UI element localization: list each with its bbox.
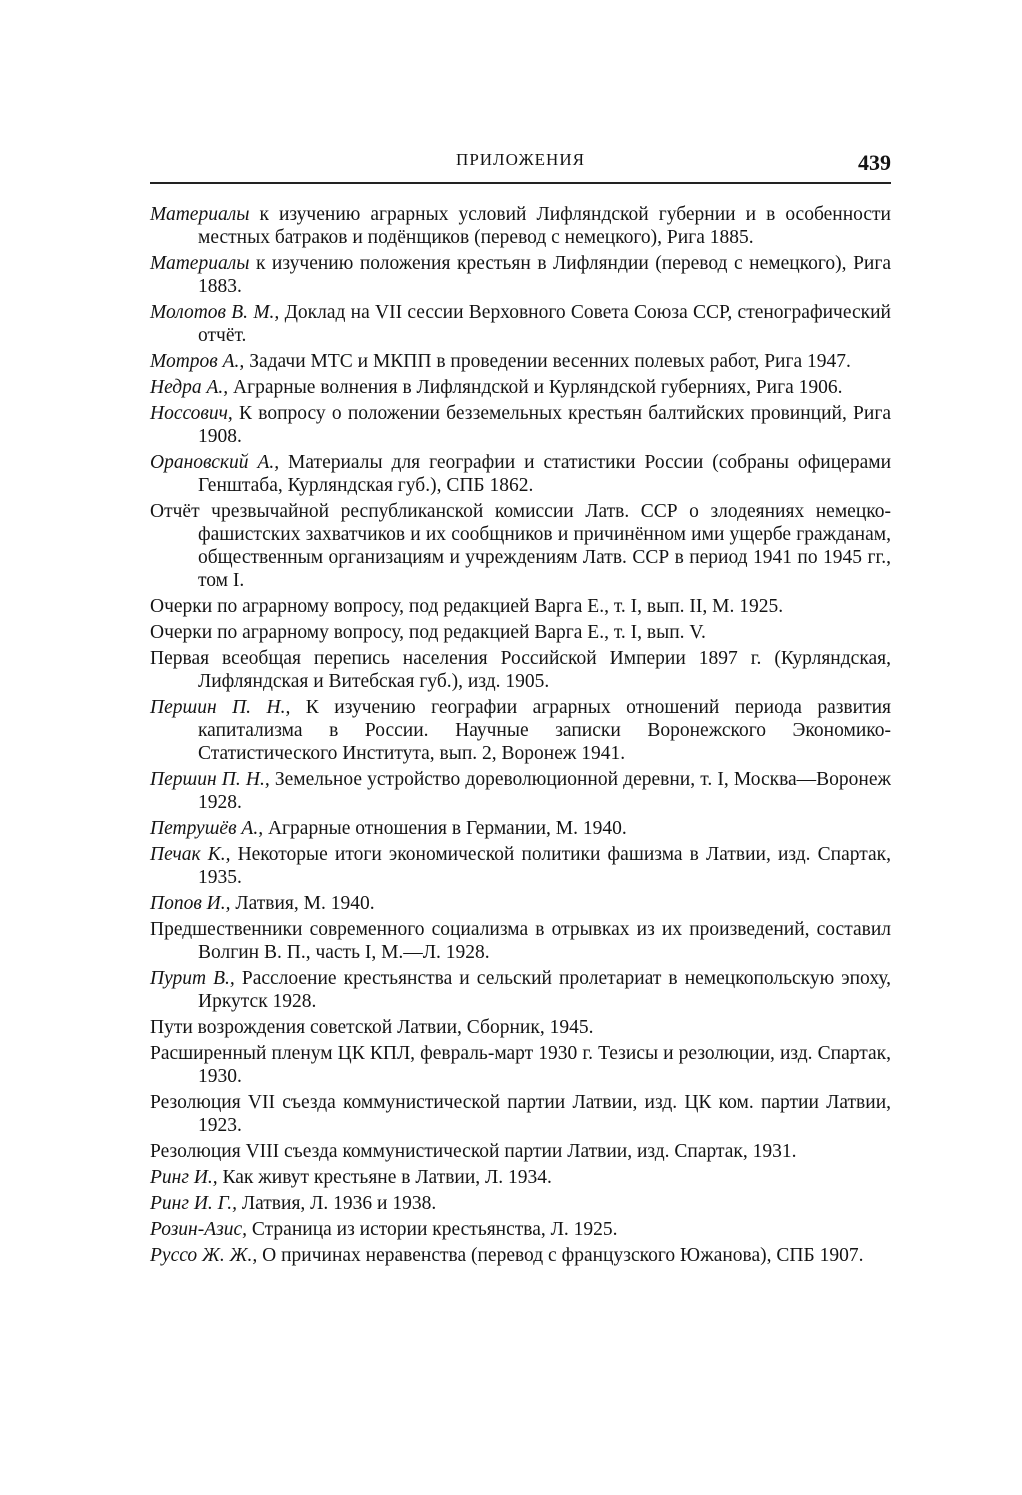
entry-text: Пути возрождения советской Латвии, Сборник, 1945. bbox=[150, 1017, 594, 1038]
entry-text: Аграрные отношения в Германии, М. 1940. bbox=[263, 818, 627, 839]
entry-text: Земельное устройство дореволюционной деревни, т. I, Москва—Воронеж 1928. bbox=[198, 769, 891, 813]
bibliography-entry bbox=[150, 768, 891, 814]
entry-text: Задачи МТС и МКПП в проведении весенних полевых работ, Рига 1947. bbox=[244, 351, 851, 372]
bibliography-entry bbox=[150, 1016, 891, 1039]
bibliography-entry bbox=[150, 402, 891, 448]
bibliography-entry bbox=[150, 500, 891, 592]
bibliography-entry bbox=[150, 1218, 891, 1241]
entry-author: Попов И., bbox=[150, 893, 231, 914]
bibliography-entry bbox=[150, 376, 891, 399]
entry-text: Расширенный пленум ЦК КПЛ, февраль-март 1930 г. Тезисы и резолюции, изд. Спартак, 1930. bbox=[150, 1043, 891, 1087]
bibliography-entry bbox=[150, 252, 891, 298]
entry-author: Молотов В. М., bbox=[150, 302, 280, 323]
page-number: 439 bbox=[858, 150, 891, 175]
bibliography-entry bbox=[150, 817, 891, 840]
entry-text: к изучению положения крестьян в Лифляндии (перевод с немецкого), Рига 1883. bbox=[198, 253, 891, 297]
bibliography-entry bbox=[150, 451, 891, 497]
bibliography-list bbox=[150, 203, 891, 1270]
entry-text: Резолюция VIII съезда коммунистической партии Латвии, изд. Спартак, 1931. bbox=[150, 1141, 797, 1162]
running-title: ПРИЛОЖЕНИЯ bbox=[456, 150, 585, 169]
bibliography-entry bbox=[150, 1192, 891, 1215]
bibliography-entry bbox=[150, 1042, 891, 1088]
entry-text: Страница из истории крестьянства, Л. 1925. bbox=[247, 1219, 618, 1240]
entry-author: Недра А., bbox=[150, 377, 229, 398]
entry-text: Некоторые итоги экономической политики фашизма в Латвии, изд. Спартак, 1935. bbox=[198, 844, 891, 888]
entry-text: Доклад на VII сессии Верховного Совета Союза ССР, стенографический отчёт. bbox=[198, 302, 891, 346]
entry-text: Аграрные волнения в Лифляндской и Курляндской губерниях, Рига 1906. bbox=[228, 377, 843, 398]
entry-text: К вопросу о положении безземельных крестьян балтийских провинций, Рига 1908. bbox=[198, 403, 891, 447]
entry-author: Мотров А., bbox=[150, 351, 245, 372]
entry-text: Как живут крестьяне в Латвии, Л. 1934. bbox=[217, 1167, 552, 1188]
entry-text: Латвия, М. 1940. bbox=[230, 893, 375, 914]
bibliography-entry bbox=[150, 1091, 891, 1137]
entry-author: Першин П. Н., bbox=[150, 769, 270, 790]
entry-author: Руссо Ж. Ж., bbox=[150, 1245, 258, 1266]
bibliography-entry bbox=[150, 350, 891, 373]
bibliography-entry bbox=[150, 696, 891, 765]
entry-author: Першин П. Н., bbox=[150, 697, 291, 718]
bibliography-entry bbox=[150, 1140, 891, 1163]
entry-text: Латвия, Л. 1936 и 1938. bbox=[237, 1193, 437, 1214]
bibliography-entry bbox=[150, 843, 891, 889]
entry-text: Отчёт чрезвычайной республиканской комиссии Латв. ССР о злодеяниях немецко-фашистских захватчиков и их сообщников и причинённом ими ущербе гражданам, общественным организациям и учреждениям Латв. ССР в период 1941 по 1945 гг., том I. bbox=[150, 501, 891, 591]
entry-author: Материалы bbox=[150, 253, 250, 274]
bibliography-entry bbox=[150, 1244, 891, 1267]
bibliography-entry bbox=[150, 892, 891, 915]
entry-text: Резолюция VII съезда коммунистической партии Латвии, изд. ЦК ком. партии Латвии, 1923. bbox=[150, 1092, 891, 1136]
bibliography-entry bbox=[150, 301, 891, 347]
entry-author: Носсович, bbox=[150, 403, 233, 424]
entry-text: К изучению географии аграрных отношений периода развития капитализма в России. Научные записки Воронежского Экономико-Статистического Института, вып. 2, Воронеж 1941. bbox=[198, 697, 891, 764]
entry-author: Розин-Азис, bbox=[150, 1219, 248, 1240]
entry-author: Петрушёв А., bbox=[150, 818, 264, 839]
bibliography-entry bbox=[150, 1166, 891, 1189]
bibliography-entry bbox=[150, 203, 891, 249]
entry-text: О причинах неравенства (перевод с французского Южанова), СПБ 1907. bbox=[257, 1245, 864, 1266]
bibliography-entry bbox=[150, 918, 891, 964]
entry-author: Ринг И., bbox=[150, 1167, 218, 1188]
entry-author: Печак К., bbox=[150, 844, 231, 865]
entry-author: Ринг И. Г., bbox=[150, 1193, 238, 1214]
entry-author: Пурит В., bbox=[150, 968, 235, 989]
entry-text: Материалы для географии и статистики России (собраны офицерами Генштаба, Курляндская губ.), СПБ 1862. bbox=[198, 452, 892, 496]
bibliography-entry bbox=[150, 621, 891, 644]
entry-text: Очерки по аграрному вопросу, под редакцией Варга Е., т. I, вып. V. bbox=[150, 622, 706, 643]
bibliography-entry bbox=[150, 967, 891, 1013]
entry-text: Первая всеобщая перепись населения Российской Империи 1897 г. (Курляндская, Лифляндская и Витебская губ.), изд. 1905. bbox=[150, 648, 891, 692]
entry-text: Предшественники современного социализма в отрывках из их произведений, составил Волгин В. П., часть I, М.—Л. 1928. bbox=[150, 919, 891, 963]
entry-author: Материалы bbox=[150, 204, 250, 225]
bibliography-entry bbox=[150, 595, 891, 618]
entry-author: Орановский А., bbox=[150, 452, 280, 473]
page-header bbox=[150, 150, 891, 184]
entry-text: Расслоение крестьянства и сельский пролетариат в немецкопольскую эпоху, Иркутск 1928. bbox=[198, 968, 891, 1012]
entry-text: Очерки по аграрному вопросу, под редакцией Варга Е., т. I, вып. II, М. 1925. bbox=[150, 596, 784, 617]
bibliography-entry bbox=[150, 647, 891, 693]
entry-text: к изучению аграрных условий Лифляндской губернии и в особенности местных батраков и подёнщиков (перевод с немецкого), Рига 1885. bbox=[198, 204, 891, 248]
